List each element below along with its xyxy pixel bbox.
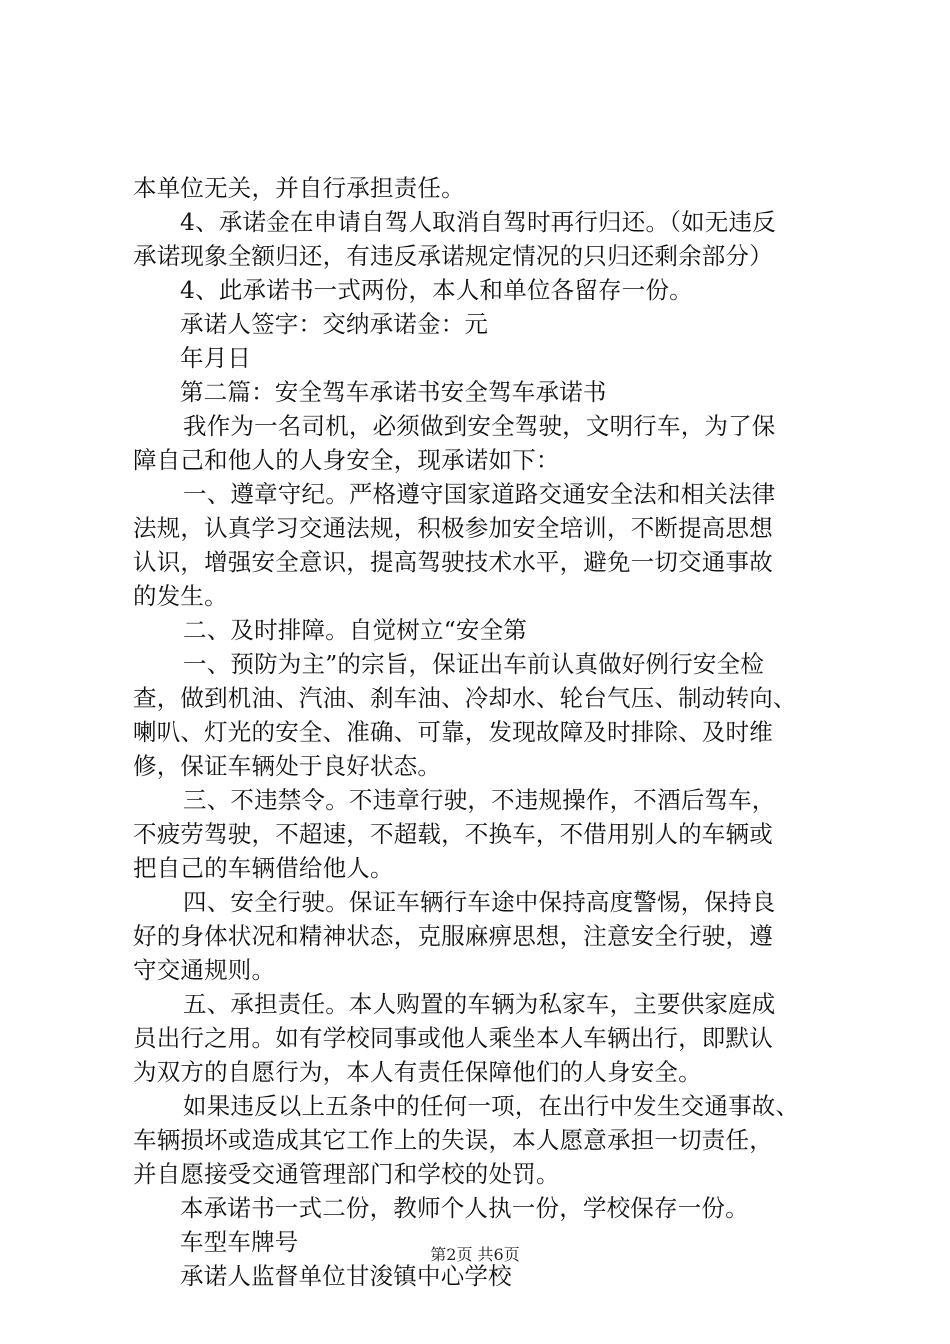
text-line: 守交通规则。 <box>133 956 276 984</box>
text-line: 三、不违禁令。不违章行驶，不违规操作，不酒后驾车， <box>183 786 776 814</box>
text-line: 为双方的自愿行为，本人有责任保障他们的人身安全。 <box>133 1058 702 1086</box>
text-line: 五、承担责任。本人购置的车辆为私家车，主要供家庭成 <box>183 990 776 1018</box>
text-line: 不疲劳驾驶，不超速，不超载，不换车，不借用别人的车辆或 <box>133 820 773 848</box>
text-line: 二、及时排障。自觉树立“安全第 <box>183 616 528 644</box>
text-line: 查，做到机油、汽油、刹车油、冷却水、轮台气压、制动转向、 <box>133 684 797 712</box>
text-line: 认识，增强安全意识，提高驾驶技术水平，避免一切交通事故 <box>133 548 773 576</box>
text-line: 年月日 <box>180 344 252 372</box>
document-body <box>133 171 853 1293</box>
text-line: 4、此承诺书一式两份，本人和单位各留存一份。 <box>180 276 693 304</box>
text-line: 的发生。 <box>133 582 228 610</box>
text-line: 如果违反以上五条中的任何一项，在出行中发生交通事故、 <box>183 1092 800 1120</box>
text-line: 把自己的车辆借给他人。 <box>133 854 394 882</box>
page-number-footer: 第2页 共6页 <box>430 1245 520 1264</box>
text-line: 并自愿接受交通管理部门和学校的处罚。 <box>133 1160 560 1188</box>
text-line: 一、预防为主”的宗旨，保证出车前认真做好例行安全检 <box>183 650 765 678</box>
text-line: 本单位无关，并自行承担责任。 <box>133 174 465 202</box>
text-line: 本承诺书一式二份，教师个人执一份，学校保存一份。 <box>180 1194 749 1222</box>
text-line: 我作为一名司机，必须做到安全驾驶，文明行车，为了保 <box>183 412 776 440</box>
text-line: 障自己和他人的人身安全，现承诺如下： <box>133 446 560 474</box>
text-line: 好的身体状况和精神状态，克服麻痹思想，注意安全行驶，遵 <box>133 922 773 950</box>
text-line: 承诺现象全额归还，有违反承诺规定情况的只归还剩余部分） <box>133 242 773 270</box>
text-line: 四、安全行驶。保证车辆行车途中保持高度警惕，保持良 <box>183 888 776 916</box>
text-line: 承诺人签字：交纳承诺金：元 <box>180 310 489 338</box>
text-line: 法规，认真学习交通法规，积极参加安全培训，不断提高思想 <box>133 514 773 542</box>
text-line: 员出行之用。如有学校同事或他人乘坐本人车辆出行，即默认 <box>133 1024 773 1052</box>
section-heading: 第二篇：安全驾车承诺书安全驾车承诺书 <box>180 378 607 406</box>
text-line: 喇叭、灯光的安全、准确、可靠，发现故障及时排除、及时维 <box>133 718 773 746</box>
text-line: 车型车牌号 <box>180 1228 299 1256</box>
text-line: 承诺人监督单位甘浚镇中心学校 <box>180 1262 512 1290</box>
text-line: 一、遵章守纪。严格遵守国家道路交通安全法和相关法律 <box>183 480 776 508</box>
text-line: 修，保证车辆处于良好状态。 <box>133 752 442 780</box>
text-line: 4、承诺金在申请自驾人取消自驾时再行归还。（如无违反 <box>180 208 776 236</box>
text-line: 车辆损坏或造成其它工作上的失误，本人愿意承担一切责任， <box>133 1126 773 1154</box>
